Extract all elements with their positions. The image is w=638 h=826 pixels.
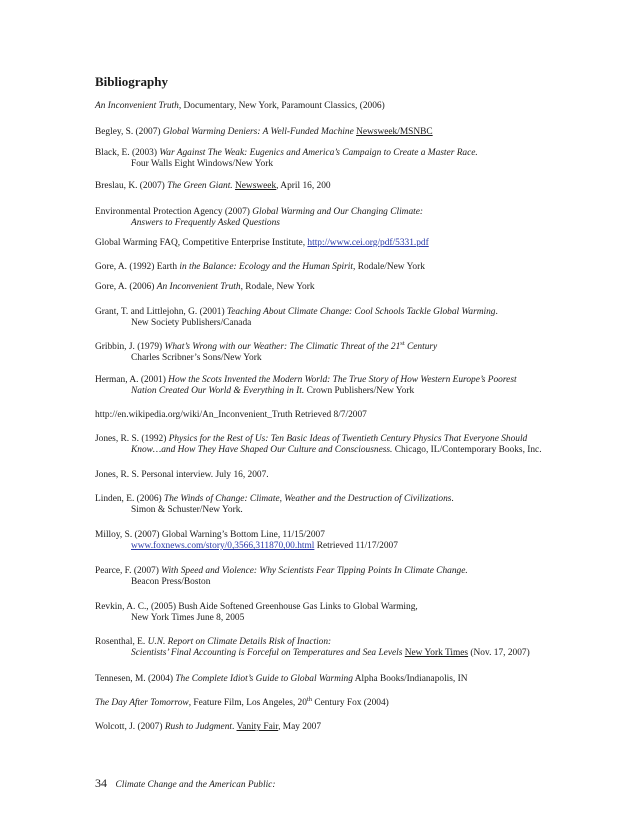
entry-continuation — [95, 613, 418, 624]
entry-text: Newsweek/MSNBC — [356, 127, 433, 137]
entry-text: An Inconvenient Truth — [156, 282, 241, 292]
bibliography-entry — [95, 674, 468, 685]
bibliography-heading: Bibliography — [95, 74, 168, 89]
entry-text: What’s Wrong with our Weather: The Climatic Threat of the 21 — [164, 342, 401, 352]
entry-continuation — [95, 445, 542, 456]
entry-text: Wolcott, J. (2007) — [95, 722, 165, 732]
entry-text: Begley, S. (2007) — [95, 127, 163, 137]
entry-line — [95, 238, 429, 249]
page-number: 34 — [95, 776, 107, 790]
entry-continuation — [95, 541, 398, 552]
bibliography-entry — [95, 181, 331, 192]
entry-text: Gore, A. (2006) — [95, 282, 157, 292]
entry-text: Beacon Press/Boston — [131, 577, 211, 587]
entry-text: . — [232, 722, 237, 732]
entry-text: An Inconvenient Truth — [95, 101, 179, 111]
entry-line — [95, 470, 269, 481]
entry-line — [95, 530, 398, 541]
entry-text: Know…and How They Have Shaped Our Culture and Consciousness. — [131, 445, 393, 455]
entry-line — [95, 410, 367, 421]
entry-text: The Winds of Change: Climate, Weather and the Destruction of Civilizations — [164, 494, 452, 504]
entry-line — [95, 148, 478, 159]
entry-text: , Rodale/New York — [353, 262, 425, 272]
entry-line — [95, 207, 423, 218]
bibliography-entry — [95, 282, 315, 293]
entry-text: Environmental Protection Agency (2007) — [95, 207, 253, 217]
bibliography-entry — [95, 530, 398, 552]
entry-text: Newsweek — [235, 181, 277, 191]
entry-text: Chicago, IL/Contemporary Books, Inc. — [392, 445, 542, 455]
bibliography-entry — [95, 602, 418, 624]
entry-text: Crown Publishers/New York — [304, 386, 415, 396]
entry-text: Retrieved 11/17/2007 — [314, 541, 398, 551]
bibliography-entry — [95, 262, 425, 273]
entry-text: Century — [404, 342, 438, 352]
entry-text: . — [451, 494, 454, 504]
bibliography-entry — [95, 238, 429, 249]
entry-text: Charles Scribner’s Sons/New York — [131, 353, 262, 363]
bibliography-entry — [95, 307, 498, 329]
entry-text: Jones, R. S. Personal interview. July 16, 2007. — [95, 470, 269, 480]
entry-text: Pearce, F. (2007) — [95, 566, 162, 576]
entry-continuation — [95, 353, 437, 364]
entry-continuation — [95, 648, 530, 659]
entry-text: Herman, A. (2001) — [95, 375, 169, 385]
entry-line — [95, 695, 389, 709]
bibliography-entry — [95, 101, 385, 112]
entry-line — [95, 181, 331, 192]
entry-continuation — [95, 159, 478, 170]
entry-text: Breslau, K. (2007) — [95, 181, 168, 191]
entry-line — [95, 101, 385, 112]
bibliography-entry — [95, 148, 478, 170]
entry-text: War Against The Weak: Eugenics and America’s Campaign to Create a Master Race. — [159, 148, 478, 158]
entry-text: Gribbin, J. (1979) — [95, 342, 165, 352]
entry-text: Answers to Frequently Asked Questions — [131, 218, 280, 228]
bibliography-entry — [95, 695, 389, 709]
entry-text: Grant, T. and Littlejohn, G. (2001) — [95, 307, 227, 317]
entry-text: New York Times June 8, 2005 — [131, 613, 245, 623]
entry-text: Global Warming and Our Changing Climate: — [252, 207, 424, 217]
entry-text: The Complete Idiot’s Guide to Global Warming — [175, 674, 353, 684]
entry-text: Linden, E. (2006) — [95, 494, 164, 504]
entry-text: , Documentary, New York, Paramount Classics, (2006) — [178, 101, 385, 111]
entry-text: Vanity Fair — [236, 722, 279, 732]
bibliography-entry — [95, 375, 517, 397]
entry-text: The Green Giant. — [167, 181, 235, 191]
entry-text: Scientists’ Final Accounting is Forceful on Temperatures and Sea Levels — [131, 648, 405, 658]
bibliography-entry — [95, 470, 269, 481]
entry-text: How the Scots Invented the Modern World: The True Story of How Western Europe’s Poorest — [168, 375, 517, 385]
entry-text: With Speed and Violence: Why Scientists Fear Tipping Points In Climate Change. — [161, 566, 468, 576]
entry-text: Black, E. (2003) — [95, 148, 160, 158]
entry-text: http://en.wikipedia.org/wiki/An_Inconvenient_Truth Retrieved 8/7/2007 — [95, 410, 367, 420]
entry-continuation — [95, 505, 454, 516]
reference-link[interactable]: www.foxnews.com/story/0,3566,311870,00.html — [131, 541, 315, 551]
entry-continuation — [95, 386, 517, 397]
entry-line — [95, 637, 530, 648]
entry-line — [95, 375, 517, 386]
entry-text: Milloy, S. (2007) Global Warning’s Bottom Line, 11/15/2007 — [95, 530, 325, 540]
bibliography-entry — [95, 494, 454, 516]
entry-line — [95, 494, 454, 505]
entry-text: Global Warming FAQ, Competitive Enterprise Institute, — [95, 238, 308, 248]
entry-text: , May 2007 — [278, 722, 322, 732]
entry-continuation — [95, 577, 468, 588]
entry-text: Global Warming Deniers: A Well-Funded Machine — [162, 127, 357, 137]
bibliography-entry — [95, 637, 530, 659]
entry-text: . — [495, 307, 498, 317]
entry-line — [95, 262, 425, 273]
entry-text: , Feature Film, Los Angeles, 20 — [188, 698, 307, 708]
bibliography-entry — [95, 722, 321, 733]
entry-text: Simon & Schuster/New York. — [131, 505, 243, 515]
entry-continuation — [95, 318, 498, 329]
entry-text: Gore, A. (1992) Earth — [95, 262, 180, 272]
bibliography-entry — [95, 207, 423, 229]
entry-text: Nation Created Our World & Everything in It. — [131, 386, 305, 396]
bibliography-entry — [95, 566, 468, 588]
entry-text: , April 16, 200 — [276, 181, 331, 191]
entry-line — [95, 602, 418, 613]
entry-text: Tennesen, M. (2004) — [95, 674, 176, 684]
entry-text: in the Balance: Ecology and the Human Spirit — [179, 262, 354, 272]
entry-continuation — [95, 218, 423, 229]
entry-line — [95, 566, 468, 577]
bibliography-entry — [95, 127, 433, 138]
entry-text: New Society Publishers/Canada — [131, 318, 252, 328]
page-footer — [95, 776, 275, 791]
bibliography-entry — [95, 339, 438, 364]
footer-title: Climate Change and the American Public: — [115, 780, 276, 790]
entry-text: U.N. Report on Climate Details Risk of Inaction: — [147, 637, 332, 647]
entry-line — [95, 282, 315, 293]
entry-text: , Rodale, New York — [240, 282, 315, 292]
entry-text: Rush to Judgment — [164, 722, 232, 732]
entry-line — [95, 674, 468, 685]
entry-text: The Day After Tomorrow — [95, 698, 189, 708]
entry-line — [95, 307, 498, 318]
entry-text: Teaching About Climate Change: Cool Schools Tackle Global Warming — [226, 307, 496, 317]
entry-text: Alpha Books/Indianapolis, IN — [352, 674, 468, 684]
bibliography-entry — [95, 410, 367, 421]
reference-link[interactable]: http://www.cei.org/pdf/5331.pdf — [307, 238, 429, 248]
entry-text: Four Walls Eight Windows/New York — [131, 159, 274, 169]
bibliography-entry — [95, 434, 542, 456]
entry-text: Physics for the Rest of Us: Ten Basic Ideas of Twentieth Century Physics That Everyone Should — [168, 434, 528, 444]
entry-text: Century Fox (2004) — [311, 698, 389, 708]
superscript: th — [306, 695, 312, 703]
entry-line — [95, 434, 542, 445]
entry-text: (Nov. 17, 2007) — [468, 648, 530, 658]
entry-text: Revkin, A. C., (2005) Bush Aide Softened Greenhouse Gas Links to Global Warming, — [95, 602, 418, 612]
entry-line — [95, 127, 433, 138]
entry-line — [95, 722, 321, 733]
superscript: st — [400, 339, 405, 347]
entry-line — [95, 339, 438, 353]
entry-text: Rosenthal, E. — [95, 637, 148, 647]
entry-text: Jones, R. S. (1992) — [95, 434, 169, 444]
entry-text: New York Times — [404, 648, 469, 658]
